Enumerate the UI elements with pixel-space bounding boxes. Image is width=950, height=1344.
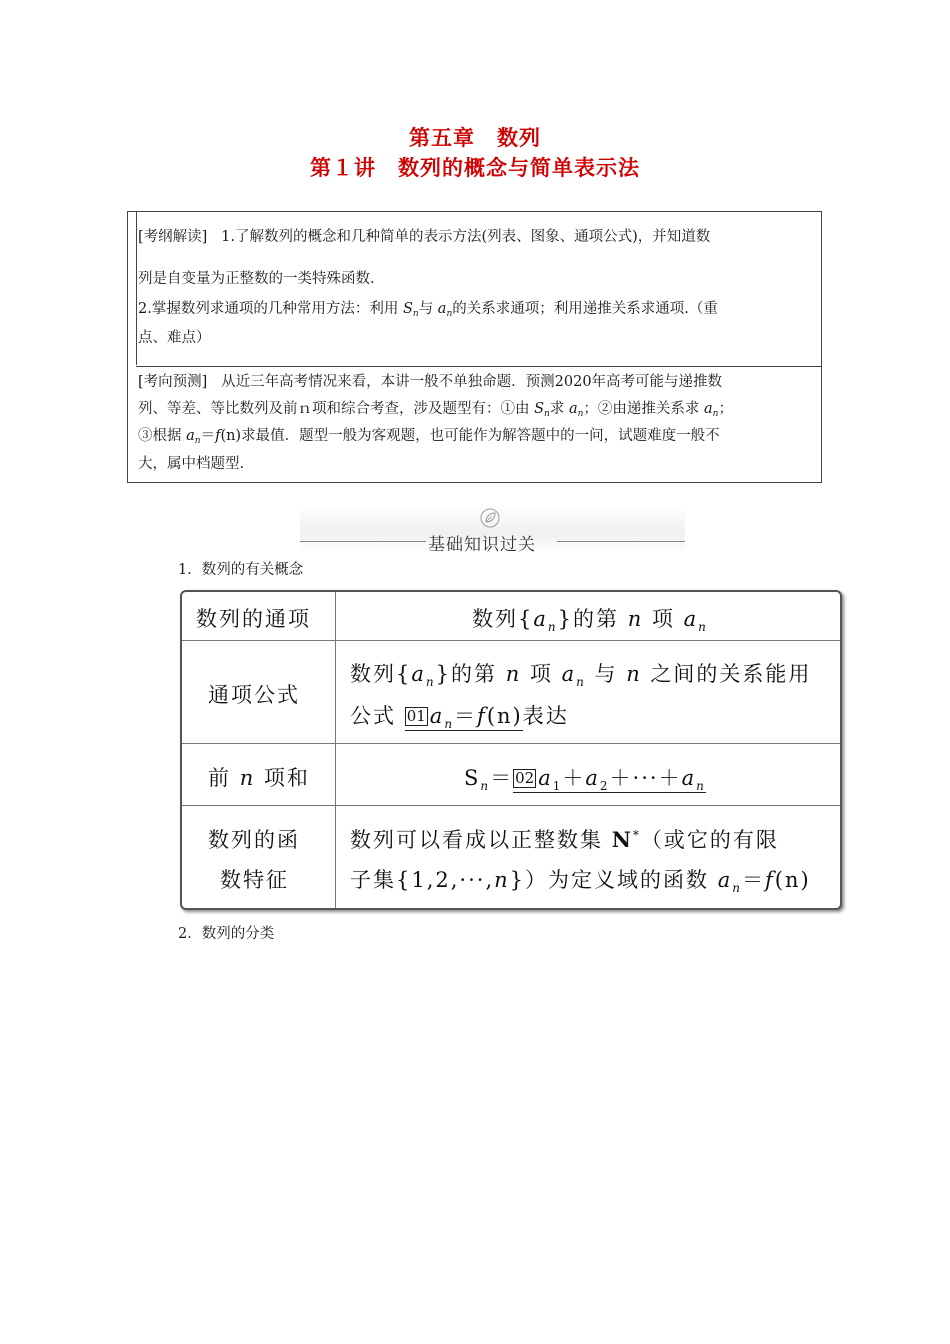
concept-table xyxy=(180,590,842,910)
box-left-rule xyxy=(136,212,137,365)
forecast-line-3: ③根据 $a_n=f(n)$求最值．题型一般为客观题，也可能作为解答题中的一问，试题难度一般不 xyxy=(138,428,720,446)
row4-header-line-2: 数特征 xyxy=(220,868,289,892)
answer-blank-01: 01 $a_n=f(n)$ xyxy=(406,704,523,731)
syllabus-line-1: [考纲解读] 1.了解数列的概念和几种简单的表示方法(列表、图象、通项公式)，并知道数 xyxy=(138,229,711,245)
table-row-rule xyxy=(182,640,840,641)
lecture-title: 第１讲 数列的概念与简单表示法 xyxy=(310,155,640,180)
table-row-rule xyxy=(182,805,840,806)
syllabus-line-3: 2.掌握数列求通项的几种常用方法：利用 $S_n$与 $a_n$的关系求通项；利用递推关系求通项.（重 xyxy=(138,301,718,319)
section-banner xyxy=(300,505,685,553)
row2-header: 通项公式 xyxy=(208,683,300,707)
exam-guide-box xyxy=(127,211,822,483)
leaf-emblem-icon xyxy=(480,508,500,528)
row1-content: 数列$\{a_n\}$的第 n 项 $a_n$ xyxy=(472,607,708,634)
row1-header: 数列的通项 xyxy=(196,607,311,631)
banner-label: 基础知识过关 xyxy=(428,535,536,555)
forecast-line-4: 大，属中档题型. xyxy=(138,456,245,472)
table-row-rule xyxy=(182,743,840,744)
answer-blank-02: 02 $a_1+a_2+\cdot\cdot\cdot+a_n$ xyxy=(515,766,706,793)
box-divider xyxy=(136,366,821,367)
banner-rule-right xyxy=(557,541,685,542)
row3-header: 前 n 项和 xyxy=(208,766,310,790)
row2-content-line-2: 公式 01 $a_n=f(n)$表达 xyxy=(350,704,569,731)
chapter-title: 第五章 数列 xyxy=(409,125,541,150)
row3-content: $S_n= 02$ $a_1+a_2+\cdot\cdot\cdot+a_n$ xyxy=(464,766,706,793)
row2-content-line-1: 数列$\{a_n\}$的第 n 项 $a_n$ 与 n 之间的关系能用 xyxy=(350,662,812,689)
row4-content-line-2: 子集{1,2,···,n}）为定义域的函数 $a_n=f(n)$ xyxy=(350,868,811,895)
banner-rule-left xyxy=(300,541,426,542)
section-heading-2: 2．数列的分类 xyxy=(178,926,275,942)
forecast-tag: [考向预测] xyxy=(138,374,208,390)
syllabus-line-2: 列是自变量为正整数的一类特殊函数. xyxy=(138,271,375,287)
forecast-line-1: [考向预测] 从近三年高考情况来看，本讲一般不单独命题．预测2020年高考可能与递推数 xyxy=(138,374,723,390)
syllabus-tag: [考纲解读] xyxy=(138,229,208,245)
section-heading-1: 1．数列的有关概念 xyxy=(178,562,304,578)
syllabus-line-4: 点、难点） xyxy=(138,330,211,346)
row4-header-line-1: 数列的函 xyxy=(208,828,300,852)
row4-content-line-1: 数列可以看成以正整数集 N*（或它的有限 xyxy=(350,827,779,852)
forecast-line-2: 列、等差、等比数列及前ｎ项和综合考查，涉及题型有：①由 $S_n$求 $a_n$；②由递推关系求 $a_n$； xyxy=(138,401,733,419)
